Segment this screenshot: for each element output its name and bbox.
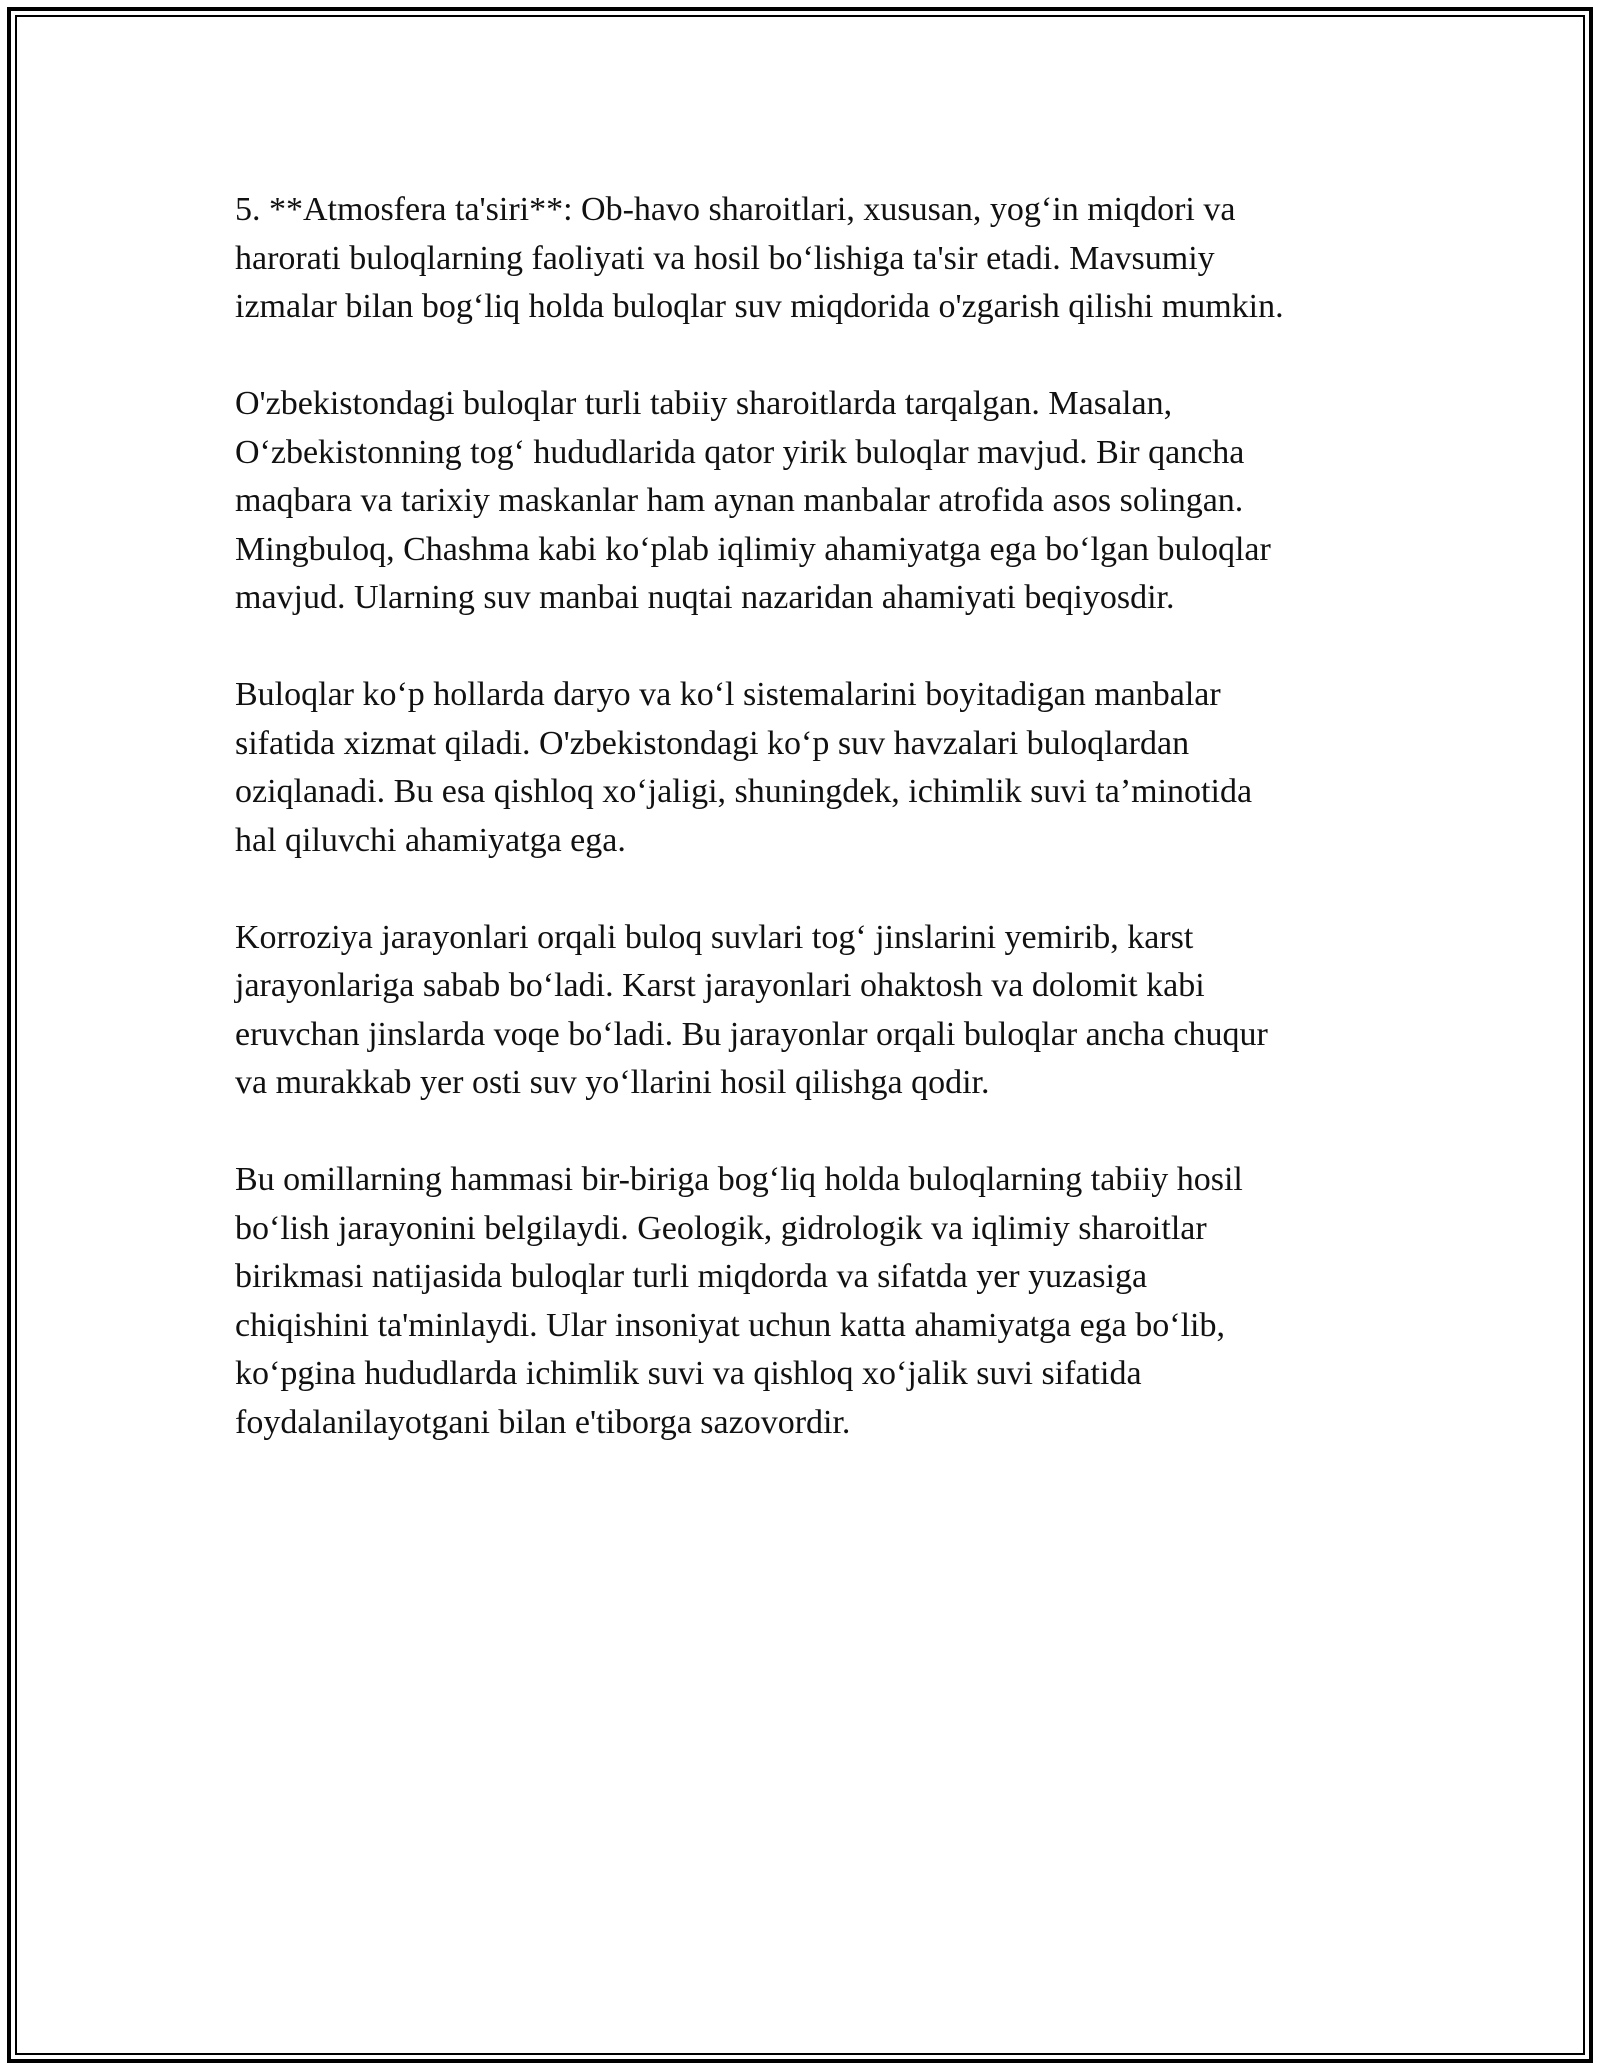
paragraph-karst-processes: Korroziya jarayonlari orqali buloq suvlari tog‘ jinslarini yemirib, karst jarayonlariga sabab bo‘ladi. Karst jarayonlari ohaktosh va dolomit kabi eruvchan jinslarda voqe bo‘ladi. Bu jarayonlar orqali buloqlar ancha chuqur va murakkab yer osti suv yo‘llarini hosil qilishga qodir. [235, 918, 1268, 1101]
document-body [235, 186, 1370, 1496]
paragraph-atmosphere-effect: 5. **Atmosfera ta'siri**: Ob-havo sharoitlari, xususan, yog‘in miqdori va harorati buloqlarning faoliyati va hosil bo‘lishiga ta'sir etadi. Mavsumiy izmalar bilan bog‘liq holda buloqlar suv miqdorida o'zgarish qilishi mumkin. [235, 191, 1284, 325]
paragraph-springs-water-sources: Buloqlar ko‘p hollarda daryo va ko‘l sistemalarini boyitadigan manbalar sifatida xizmat qiladi. O'zbekistondagi ko‘p suv havzalari buloqlardan oziqlanadi. Bu esa qishloq xo‘jaligi, shuningdek, ichimlik suvi ta’minotida hal qiluvchi ahamiyatga ega. [235, 676, 1253, 859]
paragraph-conclusion: Bu omillarning hammasi bir-biriga bog‘liq holda buloqlarning tabiiy hosil bo‘lish jarayonini belgilaydi. Geologik, gidrologik va iqlimiy sharoitlar birikmasi natijasida buloqlar turli miqdorda va sifatda yer yuzasiga chiqishini ta'minlaydi. Ular insoniyat uchun katta ahamiyatga ega bo‘lib, ko‘pgina hududlarda ichimlik suvi va qishloq xo‘jalik suvi sifatida foydalanilayotgani bilan e'tiborga sazovordir. [235, 1161, 1243, 1441]
paragraph-springs-distribution: O'zbekistondagi buloqlar turli tabiiy sharoitlarda tarqalgan. Masalan, O‘zbekistonning tog‘ hududlarida qator yirik buloqlar mavjud. Bir qancha maqbara va tarixiy maskanlar ham aynan manbalar atrofida asos solingan. Mingbuloq, Chashma kabi ko‘plab iqlimiy ahamiyatga ega bo‘lgan buloqlar mavjud. Ularning suv manbai nuqtai nazaridan ahamiyati beqiyosdir. [235, 385, 1271, 616]
